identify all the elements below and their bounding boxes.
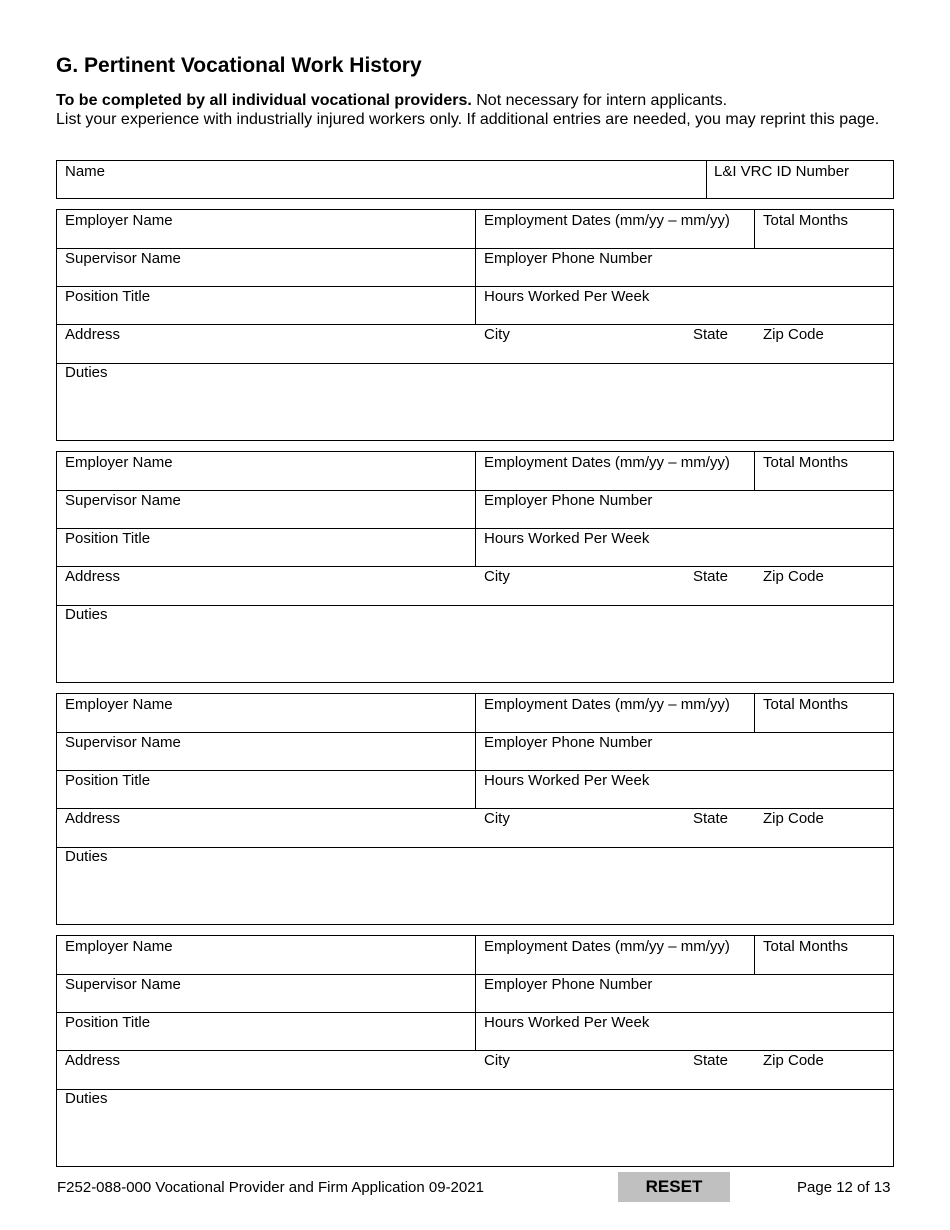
employer-phone-field[interactable]: Employer Phone Number — [484, 492, 653, 509]
employment-dates-field[interactable]: Employment Dates (mm/yy – mm/yy) — [484, 212, 730, 229]
employment-entry-2 — [56, 451, 894, 683]
instructions-rest: Not necessary for intern applicants. — [471, 92, 728, 109]
zip-code-field[interactable]: Zip Code — [763, 568, 824, 585]
address-field[interactable]: Address — [65, 810, 121, 827]
total-months-field[interactable]: Total Months — [763, 212, 849, 229]
employer-name-field[interactable]: Employer Name — [65, 696, 173, 713]
form-id: F252-088-000 Vocational Provider and Firm Application 09-2021 — [57, 1179, 484, 1196]
address-field[interactable]: Address — [65, 326, 121, 343]
supervisor-name-field[interactable]: Supervisor Name — [65, 976, 181, 993]
supervisor-name-field[interactable]: Supervisor Name — [65, 492, 181, 509]
employer-name-field[interactable]: Employer Name — [65, 454, 173, 471]
state-field[interactable]: State — [693, 1052, 729, 1069]
position-title-field[interactable]: Position Title — [65, 288, 151, 305]
page-title: G. Pertinent Vocational Work History — [56, 54, 422, 77]
employment-dates-field[interactable]: Employment Dates (mm/yy – mm/yy) — [484, 696, 730, 713]
supervisor-name-field[interactable]: Supervisor Name — [65, 250, 181, 267]
total-months-field[interactable]: Total Months — [763, 696, 849, 713]
supervisor-name-field[interactable]: Supervisor Name — [65, 734, 181, 751]
total-months-field[interactable]: Total Months — [763, 454, 849, 471]
employer-phone-field[interactable]: Employer Phone Number — [484, 734, 653, 751]
position-title-field[interactable]: Position Title — [65, 530, 151, 547]
employment-dates-field[interactable]: Employment Dates (mm/yy – mm/yy) — [484, 938, 730, 955]
hours-per-week-field[interactable]: Hours Worked Per Week — [484, 288, 650, 305]
employment-dates-field[interactable]: Employment Dates (mm/yy – mm/yy) — [484, 454, 730, 471]
position-title-field[interactable]: Position Title — [65, 772, 151, 789]
total-months-field[interactable]: Total Months — [763, 938, 849, 955]
state-field[interactable]: State — [693, 810, 729, 827]
employment-entry-3 — [56, 693, 894, 925]
employer-name-field[interactable]: Employer Name — [65, 212, 173, 229]
zip-code-field[interactable]: Zip Code — [763, 1052, 824, 1069]
instructions-bold: To be completed by all individual vocational providers. — [56, 92, 472, 109]
hours-per-week-field[interactable]: Hours Worked Per Week — [484, 530, 650, 547]
city-field[interactable]: City — [484, 810, 510, 827]
zip-code-field[interactable]: Zip Code — [763, 810, 824, 827]
city-field[interactable]: City — [484, 568, 510, 585]
instructions-line-1 — [56, 91, 896, 110]
city-field[interactable]: City — [484, 1052, 510, 1069]
employment-entry-4 — [56, 935, 894, 1167]
address-field[interactable]: Address — [65, 568, 121, 585]
duties-field[interactable]: Duties — [65, 364, 108, 381]
provider-info-box — [56, 160, 894, 199]
employer-name-field[interactable]: Employer Name — [65, 938, 173, 955]
employer-phone-field[interactable]: Employer Phone Number — [484, 250, 653, 267]
reset-button[interactable]: RESET — [618, 1172, 730, 1202]
duties-field[interactable]: Duties — [65, 848, 108, 865]
employer-phone-field[interactable]: Employer Phone Number — [484, 976, 653, 993]
address-field[interactable]: Address — [65, 1052, 121, 1069]
provider-name-field[interactable]: Name — [65, 163, 106, 180]
state-field[interactable]: State — [693, 326, 729, 343]
duties-field[interactable]: Duties — [65, 1090, 108, 1107]
state-field[interactable]: State — [693, 568, 729, 585]
zip-code-field[interactable]: Zip Code — [763, 326, 824, 343]
provider-id-field[interactable]: L&I VRC ID Number — [714, 163, 850, 180]
instructions-line-2: List your experience with industrially injured workers only. If additional entries are needed, you may reprint this page. — [56, 111, 880, 128]
duties-field[interactable]: Duties — [65, 606, 108, 623]
city-field[interactable]: City — [484, 326, 510, 343]
hours-per-week-field[interactable]: Hours Worked Per Week — [484, 772, 650, 789]
hours-per-week-field[interactable]: Hours Worked Per Week — [484, 1014, 650, 1031]
position-title-field[interactable]: Position Title — [65, 1014, 151, 1031]
page-number: Page 12 of 13 — [797, 1179, 891, 1196]
employment-entry-1 — [56, 209, 894, 441]
instructions — [56, 91, 896, 129]
